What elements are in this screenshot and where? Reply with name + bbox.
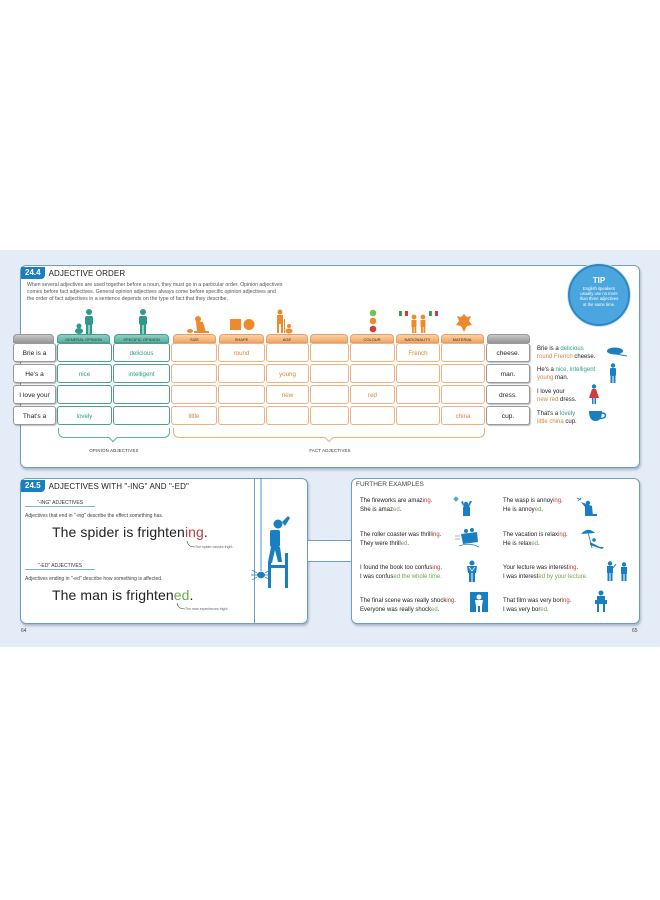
header-general-opinion: GENERAL OPINION (57, 334, 110, 343)
general-opinion-icon (70, 308, 100, 334)
ing-suffix: ing (184, 524, 204, 540)
tip-title: TIP (592, 276, 606, 285)
section-header-24-5 (21, 480, 189, 492)
example-line: The fireworks are amaz (360, 498, 423, 504)
example-text: I love your (537, 389, 565, 395)
ed-suffix: ed (531, 540, 539, 547)
fact-adjectives-label: FACT ADJECTIVES (309, 448, 351, 453)
example-line: He is annoy (503, 506, 535, 513)
example-text: dress. (558, 397, 577, 403)
example-line: The vacation is relax (503, 532, 559, 538)
amazed-person-icon (452, 496, 474, 516)
ing-suffix: ing (558, 532, 567, 538)
cell-general-opinion (57, 385, 112, 404)
fact-words: little china (537, 419, 564, 425)
cell-age (266, 343, 309, 362)
example-line: Everyone was really shock (360, 606, 432, 613)
sentence-stem: The spider is frighten (52, 524, 185, 540)
cell-material (441, 385, 485, 404)
cell-colour: red (350, 385, 395, 404)
intro-line: the order of fact adjectives in a sentence depends on the type of fact that they describe. (27, 296, 228, 302)
dog-size-icon (185, 314, 211, 334)
ing-note: The spider causes fright. (195, 545, 234, 549)
row-lead: Brie is a (13, 343, 56, 362)
specific-opinion-icon (135, 308, 151, 334)
cell-size (171, 343, 217, 362)
ed-suffix: ed (534, 506, 542, 513)
nationality-icon (398, 311, 440, 333)
sentence-end: . (203, 524, 208, 540)
ing-suffix: ing (432, 565, 441, 571)
ing-example-sentence (52, 524, 208, 540)
panel-connector (308, 540, 352, 562)
section-header-24-4 (21, 267, 125, 279)
further-example: The fireworks are amazing. She is amazed. (360, 498, 433, 513)
example-line: They were thrill (360, 540, 401, 547)
opinion-words: lovely (559, 411, 576, 417)
cell-specific-opinion (113, 385, 170, 404)
row-lead: He's a (13, 364, 56, 383)
cell-blank (310, 343, 349, 362)
opinion-words: delicious (560, 346, 584, 352)
example-2 (537, 366, 595, 382)
header-colour: COLOUR (350, 334, 394, 343)
cup-icon (589, 411, 607, 422)
header-specific-opinion: SPECIFIC OPINION (114, 334, 169, 343)
header-nationality: NATIONALITY (396, 334, 439, 343)
fact-words: round French (537, 354, 573, 360)
example-line: I was interest (503, 573, 539, 580)
section-title: ADJECTIVE ORDER (48, 268, 126, 278)
leather-material-icon (456, 314, 472, 332)
opinion-adjectives-label: OPINION ADJECTIVES (89, 448, 139, 453)
cell-specific-opinion (113, 406, 170, 425)
cell-nationality (396, 406, 440, 425)
section-number: 24.4 (21, 267, 45, 279)
ed-suffix: ed (400, 540, 408, 547)
sentence-stem: The man is frighten (52, 587, 174, 603)
age-icon (272, 309, 294, 334)
cheese-icon (606, 346, 628, 358)
section-title: ADJECTIVES WITH "-ING" AND "-ED" (48, 481, 189, 491)
ing-suffix: ing (561, 598, 570, 604)
example-line: I found the book too confus (360, 565, 433, 571)
cell-general-opinion (57, 343, 112, 362)
row-tail: man. (486, 364, 530, 383)
roller-coaster-icon (455, 528, 479, 548)
colour-icon (369, 309, 377, 333)
cell-colour (350, 343, 395, 362)
example-text: cheese. (572, 354, 596, 360)
pointer-arrow-icon (176, 602, 186, 611)
example-line: I was very bor (503, 606, 541, 613)
page-number-right: 65 (632, 628, 638, 634)
ed-suffix: ed the whole time. (393, 573, 443, 580)
row-tail: dress. (486, 385, 530, 404)
ing-suffix: ing (431, 532, 440, 538)
row-lead: I love your (13, 385, 56, 404)
cell-age: young (266, 364, 309, 383)
man-icon (609, 363, 617, 383)
ing-suffix: ing (568, 565, 577, 571)
example-line: I was confus (360, 573, 394, 580)
cell-material: china (441, 406, 485, 425)
dress-icon (589, 384, 599, 404)
example-line: The wasp is annoy (503, 498, 554, 504)
pointer-arrow-icon (186, 540, 196, 549)
cell-specific-opinion: intelligent (113, 364, 170, 383)
ing-adjectives-label: "-ING" ADJECTIVES (25, 500, 95, 507)
intro-text (27, 282, 327, 303)
ing-description: Adjectives that end in "-ing" describe the effect something has. (25, 513, 164, 519)
cell-general-opinion: nice (57, 364, 112, 383)
cell-shape: round (218, 343, 265, 362)
header-tab-tail (487, 334, 530, 343)
further-example: The roller coaster was thrilling. They were thrilled. (360, 532, 442, 547)
wasp-person-icon (575, 496, 597, 516)
header-size: SIZE (173, 334, 216, 343)
ing-suffix: ing (422, 498, 431, 504)
further-example: The wasp is annoying. He is annoyed. (503, 498, 563, 513)
example-text: man. (553, 375, 569, 381)
further-example: That film was very boring. I was very bored. (503, 598, 572, 613)
tip-body: English speakers usually use no more than three adjectives at the same time. (579, 286, 619, 307)
intro-line: comes before fact adjectives. General opinion adjectives always come before specific opinion adjectives and (27, 289, 276, 295)
cell-colour (350, 406, 395, 425)
ing-suffix: ing (446, 598, 455, 604)
cell-blank (310, 364, 349, 383)
page-number-left: 64 (21, 628, 27, 634)
cell-shape (218, 385, 265, 404)
cell-material (441, 343, 485, 362)
header-material: MATERIAL (441, 334, 484, 343)
header-tab-lead (13, 334, 54, 343)
section-number: 24.5 (21, 480, 45, 492)
example-text: cup. (563, 419, 577, 425)
cell-blank (310, 385, 349, 404)
example-line: She is amaz (360, 506, 394, 513)
ed-suffix: ed (540, 606, 548, 613)
cell-nationality (396, 385, 440, 404)
example-line: He is relax (503, 540, 532, 547)
example-3 (537, 388, 576, 404)
example-text: He's a (537, 367, 556, 373)
ed-suffix: ed (173, 587, 190, 603)
ed-adjectives-label: "-ED" ADJECTIVES (25, 563, 95, 570)
row-tail: cup. (486, 406, 530, 425)
shape-icon (230, 318, 256, 331)
cell-size (171, 364, 217, 383)
tip-bubble (568, 264, 630, 326)
ed-example-sentence (52, 587, 194, 603)
row-lead: That's a (13, 406, 56, 425)
cell-nationality: French (396, 343, 440, 362)
cell-age (266, 406, 309, 425)
fact-words: young (537, 375, 554, 381)
example-line: The final scene was really shock (360, 598, 447, 604)
ed-suffix: ed by your lecture. (538, 573, 588, 580)
cell-size (171, 385, 217, 404)
ed-suffix: ed (431, 606, 438, 613)
example-line: The roller coaster was thrill (360, 532, 432, 538)
further-example: The vacation is relaxing. He is relaxed. (503, 532, 568, 547)
cell-general-opinion: lovely (57, 406, 112, 425)
fact-words: new red (537, 397, 559, 403)
example-text: That's a (537, 411, 560, 417)
header-blank (310, 334, 348, 343)
example-4 (537, 410, 577, 426)
cell-shape (218, 364, 265, 383)
confused-person-icon (466, 560, 478, 582)
example-text: Brie is a (537, 346, 561, 352)
header-shape: SHAPE (219, 334, 264, 343)
cell-colour (350, 364, 395, 383)
cell-material (441, 364, 485, 383)
ing-suffix: ing (553, 498, 562, 504)
cell-shape (218, 406, 265, 425)
intro-line: When several adjectives are used together before a noun, they must go in a particular order. Opinion adjectives (27, 282, 283, 288)
further-example: I found the book too confusing. I was confused the whole time. (360, 565, 443, 580)
example-line: Your lecture was interest (503, 565, 569, 571)
cell-size: little (171, 406, 217, 425)
ed-description: Adjectives ending in "-ed" describe how something is affected. (25, 576, 163, 582)
header-age: AGE (266, 334, 308, 343)
further-examples-title: FURTHER EXAMPLES (356, 481, 424, 488)
opinion-words: nice, intelligent (555, 367, 596, 373)
ed-note: The man experiences fright. (185, 607, 229, 611)
cell-nationality (396, 364, 440, 383)
lecture-icon (604, 561, 630, 581)
cell-blank (310, 406, 349, 425)
sunbed-icon (580, 528, 604, 550)
sentence-end: . (189, 587, 194, 603)
cell-age: new (266, 385, 309, 404)
bored-person-icon (594, 590, 608, 612)
ed-suffix: ed (393, 506, 400, 513)
further-example: Your lecture was interesting. I was interested by your lecture. (503, 565, 588, 580)
shocked-person-icon (470, 592, 488, 612)
further-example: The final scene was really shocking. Everyone was really shocked. (360, 598, 457, 613)
example-line: That film was very bor (503, 598, 562, 604)
example-1 (537, 345, 595, 361)
cell-specific-opinion: delicious (113, 343, 170, 362)
row-tail: cheese. (486, 343, 530, 362)
spider-and-scared-man-icon (238, 478, 308, 588)
